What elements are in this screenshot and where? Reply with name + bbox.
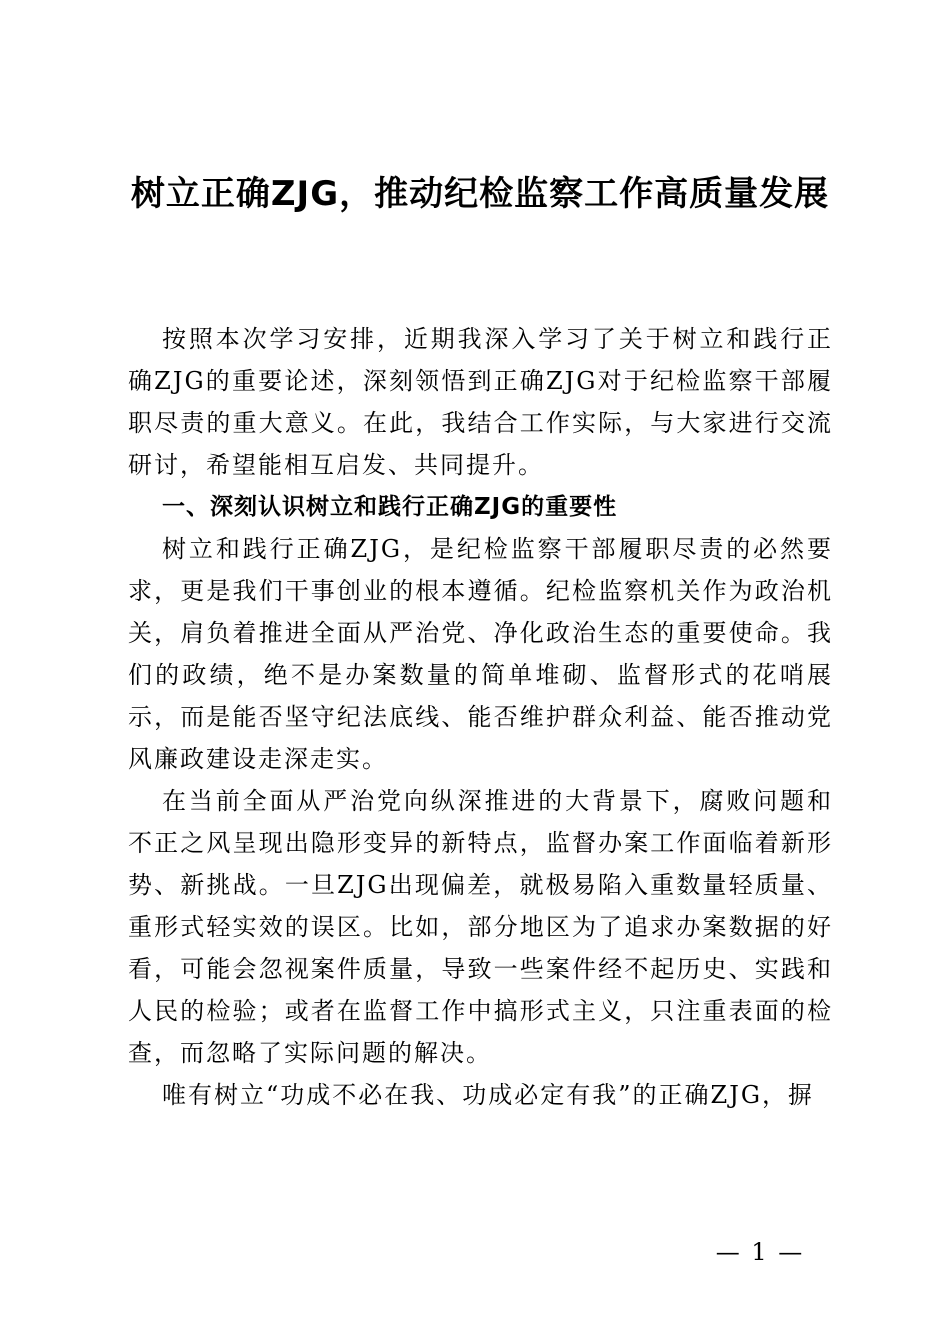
page-number: — 1 — bbox=[715, 1238, 805, 1266]
body-paragraph: 唯有树立“功成不必在我、功成必定有我”的正确ZJG，摒 bbox=[162, 1081, 815, 1109]
intro-paragraph: 按照本次学习安排，近期我深入学习了关于树立和践行正确ZJG的重要论述，深刻领悟到正确ZJG对于纪检监察干部履职尽责的重大意义。在此，我结合工作实际，与大家进行交流研讨，希望能相互启发、共同提升。 bbox=[128, 325, 833, 479]
section-heading: 一、深刻认识树立和践行正确ZJG的重要性 bbox=[162, 494, 618, 520]
document-title: 树立正确ZJG，推动纪检监察工作高质量发展 bbox=[130, 174, 830, 214]
body-paragraph: 在当前全面从严治党向纵深推进的大背景下，腐败问题和不正之风呈现出隐形变异的新特点，监督办案工作面临着新形势、新挑战。一旦ZJG出现偏差，就极易陷入重数量轻质量、重形式轻实效的误区。比如，部分地区为了追求办案数据的好看，可能会忽视案件质量，导致一些案件经不起历史、实践和人民的检验；或者在监督工作中搞形式主义，只注重表面的检查，而忽略了实际问题的解决。 bbox=[128, 787, 833, 1067]
body-paragraph: 树立和践行正确ZJG，是纪检监察干部履职尽责的必然要求，更是我们干事创业的根本遵循。纪检监察机关作为政治机关，肩负着推进全面从严治党、净化政治生态的重要使命。我们的政绩，绝不是办案数量的简单堆砌、监督形式的花哨展示，而是能否坚守纪法底线、能否维护群众利益、能否推动党风廉政建设走深走实。 bbox=[128, 535, 833, 773]
document-body bbox=[128, 318, 833, 1116]
